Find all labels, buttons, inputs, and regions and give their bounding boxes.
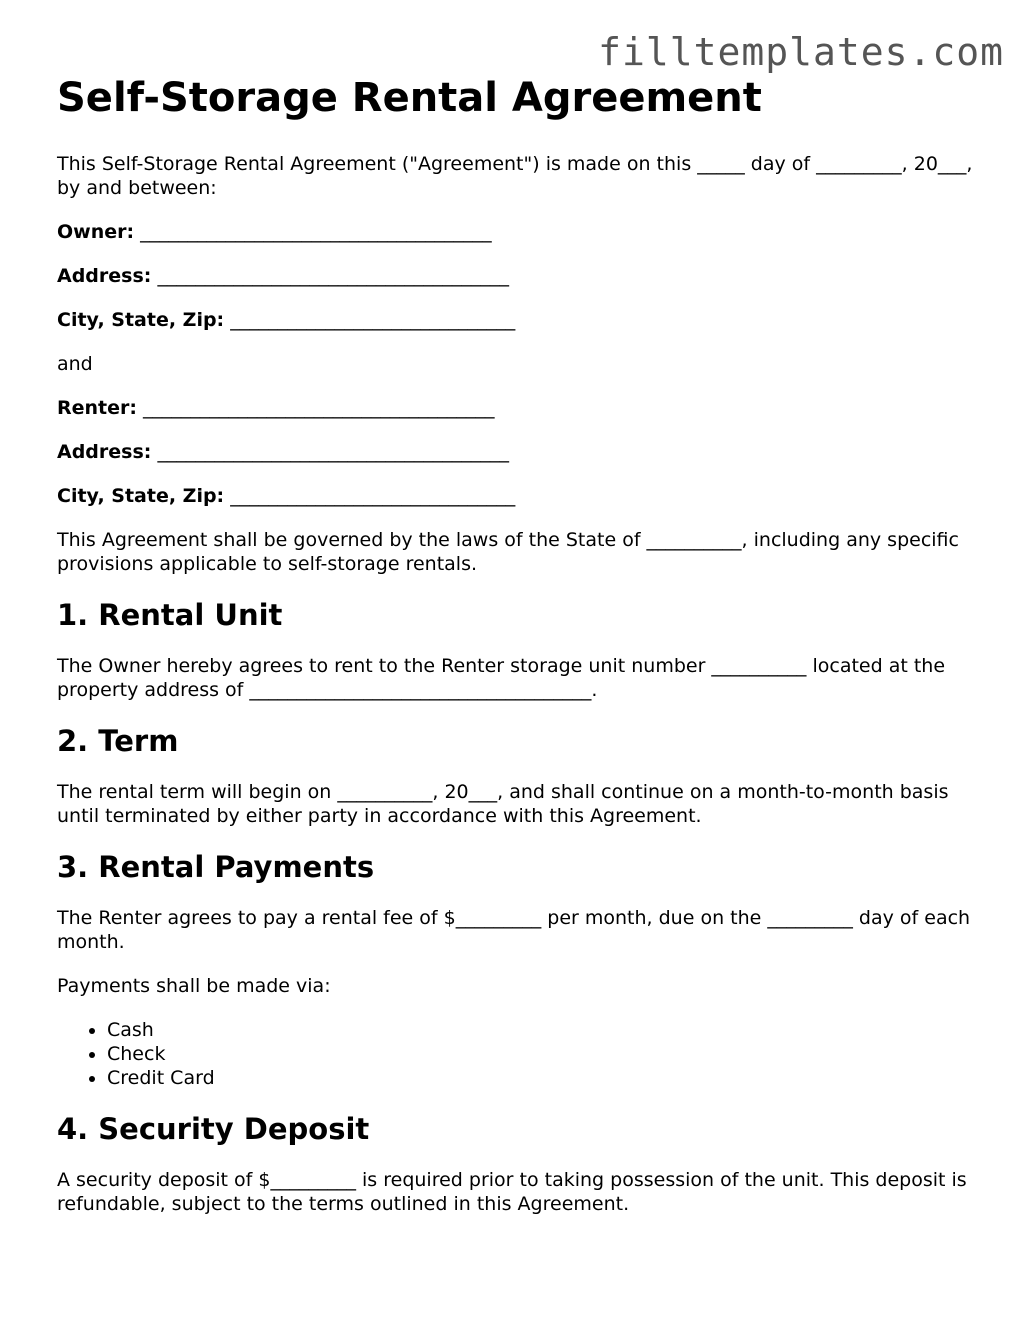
section-body: The rental term will begin on __________, 20___, and shall continue on a month-to-month basis until terminated by either party in accordance with this Agreement. — [57, 781, 949, 827]
page-title: Self-Storage Rental Agreement — [57, 75, 762, 121]
renter-city-label: City, State, Zip: — [57, 485, 225, 507]
renter-address-blank: _____________________________________ — [157, 441, 509, 463]
section-body: The Renter agrees to pay a rental fee of $_________ per month, due on the _________ day of each month. — [57, 907, 971, 953]
section-body: A security deposit of $_________ is required prior to taking possession of the unit. This deposit is refundable, subject to the terms outlined in this Agreement. — [57, 1169, 967, 1215]
section-heading: 2. Term — [57, 724, 179, 758]
payment-methods-intro: Payments shall be made via: — [57, 975, 331, 997]
renter-name-label: Renter: — [57, 397, 137, 419]
owner-city-blank: ______________________________ — [230, 309, 516, 331]
owner-name-label: Owner: — [57, 221, 135, 243]
section-rental-unit — [57, 596, 987, 702]
list-item: • Cash — [107, 1018, 987, 1042]
governing-law-paragraph: This Agreement shall be governed by the laws of the State of __________, including any specific provisions applicable to self-storage rentals. — [57, 529, 959, 575]
section-heading: 1. Rental Unit — [57, 598, 283, 632]
section-rental-payments — [57, 848, 987, 1090]
section-term — [57, 722, 987, 828]
owner-name-field — [57, 220, 987, 244]
section-body: The Owner hereby agrees to rent to the Renter storage unit number __________ located at the property address of ____________________________________. — [57, 655, 946, 701]
intro-paragraph: This Self-Storage Rental Agreement ("Agreement") is made on this _____ day of _________, 20___, by and between: — [57, 153, 973, 199]
payment-methods-list — [57, 1018, 987, 1090]
document-page — [57, 72, 987, 1236]
renter-name-blank: _____________________________________ — [143, 397, 495, 419]
watermark: filltemplates.com — [598, 30, 1004, 74]
renter-address-field — [57, 440, 987, 464]
renter-address-label: Address: — [57, 441, 152, 463]
section-heading: 4. Security Deposit — [57, 1112, 370, 1146]
section-security-deposit — [57, 1110, 987, 1216]
renter-name-field — [57, 396, 987, 420]
owner-address-label: Address: — [57, 265, 152, 287]
list-item: • Credit Card — [107, 1066, 987, 1090]
list-item: • Check — [107, 1042, 987, 1066]
section-heading: 3. Rental Payments — [57, 850, 375, 884]
owner-city-field — [57, 308, 987, 332]
renter-city-field — [57, 484, 987, 508]
owner-address-blank: _____________________________________ — [157, 265, 509, 287]
and-text: and — [57, 353, 93, 375]
owner-city-label: City, State, Zip: — [57, 309, 225, 331]
owner-name-blank: _____________________________________ — [140, 221, 492, 243]
renter-city-blank: ______________________________ — [230, 485, 516, 507]
owner-address-field — [57, 264, 987, 288]
